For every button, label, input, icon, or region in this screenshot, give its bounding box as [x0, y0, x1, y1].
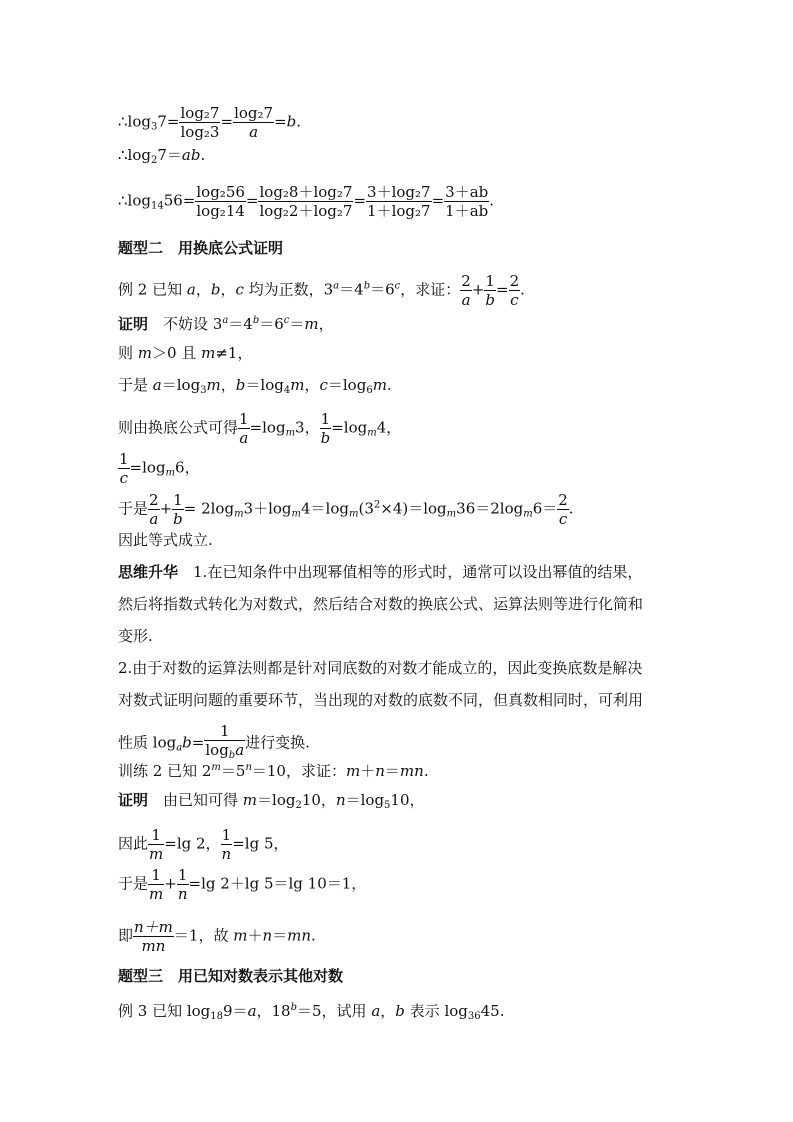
fraction: $\frac{3+ab}{1+ab}$ [445, 183, 489, 220]
proof-line-5: $\frac{1}{c}$ $=\log_m6$， [119, 450, 200, 487]
fraction: $\frac{\text{log₂56}}{\text{log₂14}}$ [196, 183, 245, 220]
fraction: $\frac{\text{log₂7}}{a}$ [234, 104, 274, 141]
fraction: $\frac{n+m}{mn}$ [134, 918, 173, 955]
summary-line-5: 对数式证明问题的重要环节，当出现的对数的底数不同，但真数相同时，可利用 [118, 691, 644, 709]
fraction: $\frac{1}{m}$ [149, 826, 164, 863]
training-2: 训练 2 已知 $2^m=5^n=10$，求证：m＋n＝mn. [118, 762, 429, 780]
therefore-symbol: ∴ [118, 112, 128, 131]
fraction: $\frac{\text{log₂7}}{\text{log₂3}}$ [180, 104, 220, 141]
summary-line-4: 2.由于对数的运算法则都是针对同底数的对数才能成立的，因此变换底数是解决 [118, 659, 643, 677]
fraction: $\frac{2}{a}$ [149, 491, 159, 528]
proof-line-6: 于是 $\frac{2}{a}$ + $\frac{1}{b}$ = $2\log_m3+\log_m4=\log_m(3^2\times 4)=\log_m36=2\log_m6=$ $\frac{2}{c}$ . [118, 491, 574, 528]
training-proof-1: 证明 由已知可得 $m=\log_210$，$n=\log_510$， [118, 791, 425, 811]
fraction: $\frac{1}{b}$ [485, 272, 495, 309]
fraction: $\frac{1}{n}$ [221, 826, 232, 863]
training-proof-3: 于是 $\frac{1}{m}$ + $\frac{1}{n}$ =lg 2＋lg 5＝lg 10＝1， [118, 866, 367, 903]
fraction: $\frac{2}{a}$ [461, 272, 471, 309]
example-3: 例 3 已知 $\log_{18}9=a$，$18^b=5$，试用 a，b 表示 $\log_{36}45$. [118, 1002, 505, 1022]
proof-line-3: 于是 $a=\log_3m$，$b=\log_4m$，$c=\log_6m$. [118, 376, 392, 396]
summary-line-6: 性质 $\log_ab=$ $\frac{1}{\log_ba}$ 进行变换. [118, 722, 310, 765]
training-proof-2: 因此 $\frac{1}{m}$ =lg 2， $\frac{1}{n}$ =lg 5， [118, 826, 289, 863]
training-proof-4: 即 $\frac{n+m}{mn}$ ＝1，故 m＋n＝mn. [118, 918, 316, 955]
equation-log2-7: $\therefore\log_27=ab$. [118, 146, 206, 166]
equation-log3-7: $\therefore\log_37=$ $\frac{\text{log₂7}}{\text{log₂3}}$ = $\frac{\text{log₂7}}{a}$ =b. [118, 104, 302, 141]
fraction: $\frac{1}{c}$ [119, 450, 129, 487]
summary-line-2: 然后将指数式转化为对数式，然后结合对数的换底公式、运算法则等进行化简和 [118, 595, 644, 613]
fraction: $\frac{\text{log₂8＋log₂7}}{\text{log₂2＋log₂7}}$ [259, 183, 353, 220]
fraction: $\frac{2}{c}$ [558, 491, 568, 528]
fraction: $\frac{1}{m}$ [149, 866, 164, 903]
fraction: $\frac{1}{a}$ [239, 410, 249, 447]
section-heading-type3: 题型三 用已知对数表示其他对数 [118, 967, 344, 985]
fraction: $\frac{1}{\log_ba}$ [205, 722, 245, 761]
proof-line-2: 则 m＞0 且 m≠1， [118, 344, 253, 362]
fraction: $\frac{1}{n}$ [177, 866, 188, 903]
summary-line-1: 思维升华 1.在已知条件中出现幂值相等的形式时，通常可以设出幂值的结果， [118, 563, 643, 581]
proof-conclusion: 因此等式成立. [118, 531, 213, 549]
proof-line-4: 则由换底公式可得 $\frac{1}{a}$ $=\log_m3$， $\frac{1}{b}$ $=\log_m4$， [118, 410, 402, 447]
section-heading-type2: 题型二 用换底公式证明 [118, 239, 284, 257]
proof-line-1: 证明 不妨设 $3^a=4^b=6^c=m$， [118, 315, 334, 333]
fraction: $\frac{1}{b}$ [320, 410, 331, 447]
fraction: $\frac{\text{3＋log₂7}}{\text{1＋log₂7}}$ [367, 183, 431, 220]
example-2: 例 2 已知 a，b，c 均为正数，$3^a=4^b=6^c$，求证： $\frac{2}{a}$ + $\frac{1}{b}$ = $\frac{2}{c}$ . [118, 272, 525, 309]
fraction: $\frac{1}{b}$ [173, 491, 183, 528]
summary-line-3: 变形. [118, 627, 153, 645]
fraction: $\frac{2}{c}$ [509, 272, 520, 309]
equation-log14-56: $\therefore\log_{14}56=$ $\frac{\text{log₂56}}{\text{log₂14}}$ = $\frac{\text{log₂8＋log₂7}}{\text{log₂2＋log₂7}}$ = $\frac{\text{3＋log₂7}}{\text{1＋log₂7}}$ = $\frac{3+ab}{1+ab}$ . [118, 183, 495, 220]
